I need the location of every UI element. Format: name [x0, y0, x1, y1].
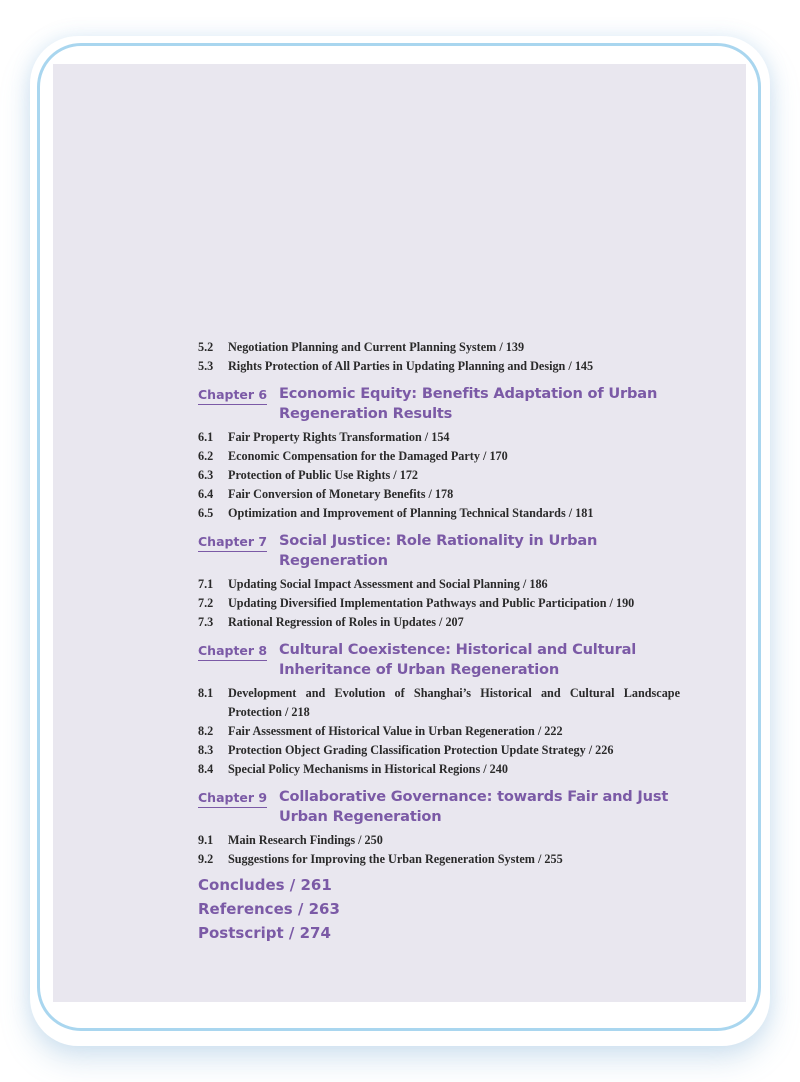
entry-number: 5.2 [198, 340, 214, 354]
entry-text: Main Research Findings / 250 [228, 833, 383, 847]
chapter-title: Economic Equity: Benefits Adaptation of Urban Regeneration Results [279, 385, 658, 422]
entry-text: Special Policy Mechanisms in Historical Regions / 240 [228, 762, 508, 776]
entry-number: 9.2 [198, 852, 214, 866]
table-of-contents [198, 338, 680, 945]
entry-text: Fair Property Rights Transformation / 154 [228, 430, 450, 444]
entry-text: Rational Regression of Roles in Updates / 207 [228, 615, 464, 629]
entry-text: Protection Object Grading Classification Protection Update Strategy / 226 [228, 743, 614, 757]
chapter-heading-6 [198, 384, 680, 424]
toc-entry [198, 357, 680, 376]
toc-entry [198, 338, 680, 357]
chapter-heading-7 [198, 531, 680, 571]
entry-text: Updating Social Impact Assessment and Social Planning / 186 [228, 577, 548, 591]
entry-number: 5.3 [198, 359, 214, 373]
entry-number: 8.4 [198, 762, 214, 776]
toc-entry [198, 575, 680, 594]
chapter-heading-9 [198, 787, 680, 827]
concludes-entry: Concludes / 261 [198, 876, 332, 894]
toc-entry [198, 722, 680, 741]
entry-number: 8.2 [198, 724, 214, 738]
entry-text: Negotiation Planning and Current Planning System / 139 [228, 340, 525, 354]
entry-number: 6.4 [198, 487, 214, 501]
entry-text: Rights Protection of All Parties in Updating Planning and Design / 145 [228, 359, 594, 373]
entry-text: Development and Evolution of Shanghai’s Historical and Cultural Landscape Protection / 218 [228, 686, 680, 719]
entry-number: 6.2 [198, 449, 214, 463]
toc-entry [198, 485, 680, 504]
entry-text: Suggestions for Improving the Urban Regeneration System / 255 [228, 852, 563, 866]
postscript-entry: Postscript / 274 [198, 924, 331, 942]
chapter-label: Chapter 7 [198, 534, 267, 552]
entry-number: 9.1 [198, 833, 214, 847]
toc-entry [198, 428, 680, 447]
entry-number: 7.1 [198, 577, 214, 591]
chapter-title: Social Justice: Role Rationality in Urban Regeneration [279, 532, 598, 569]
entry-text: Fair Conversion of Monetary Benefits / 178 [228, 487, 454, 501]
toc-entry [198, 504, 680, 523]
entry-number: 7.2 [198, 596, 214, 610]
entry-number: 6.5 [198, 506, 214, 520]
entry-text: Economic Compensation for the Damaged Party / 170 [228, 449, 508, 463]
references-entry: References / 263 [198, 900, 340, 918]
chapter-label: Chapter 9 [198, 790, 267, 808]
end-matter [198, 873, 680, 945]
chapter-label: Chapter 8 [198, 643, 267, 661]
toc-entry [198, 741, 680, 760]
entry-text: Optimization and Improvement of Planning Technical Standards / 181 [228, 506, 594, 520]
entry-text: Updating Diversified Implementation Pathways and Public Participation / 190 [228, 596, 635, 610]
toc-entry [198, 684, 680, 722]
chapter-label: Chapter 6 [198, 387, 267, 405]
entry-text: Protection of Public Use Rights / 172 [228, 468, 419, 482]
chapter-title: Collaborative Governance: towards Fair and Just Urban Regeneration [279, 788, 669, 825]
entry-number: 7.3 [198, 615, 214, 629]
toc-entry [198, 613, 680, 632]
entry-number: 6.1 [198, 430, 214, 444]
toc-entry [198, 594, 680, 613]
toc-entry [198, 760, 680, 779]
entry-text: Fair Assessment of Historical Value in Urban Regeneration / 222 [228, 724, 563, 738]
entry-number: 8.3 [198, 743, 214, 757]
toc-entry [198, 447, 680, 466]
toc-entry [198, 831, 680, 850]
entry-number: 8.1 [198, 686, 214, 700]
chapter-heading-8 [198, 640, 680, 680]
chapter-title: Cultural Coexistence: Historical and Cultural Inheritance of Urban Regeneration [279, 641, 637, 678]
entry-number: 6.3 [198, 468, 214, 482]
toc-entry [198, 466, 680, 485]
toc-entry [198, 850, 680, 869]
